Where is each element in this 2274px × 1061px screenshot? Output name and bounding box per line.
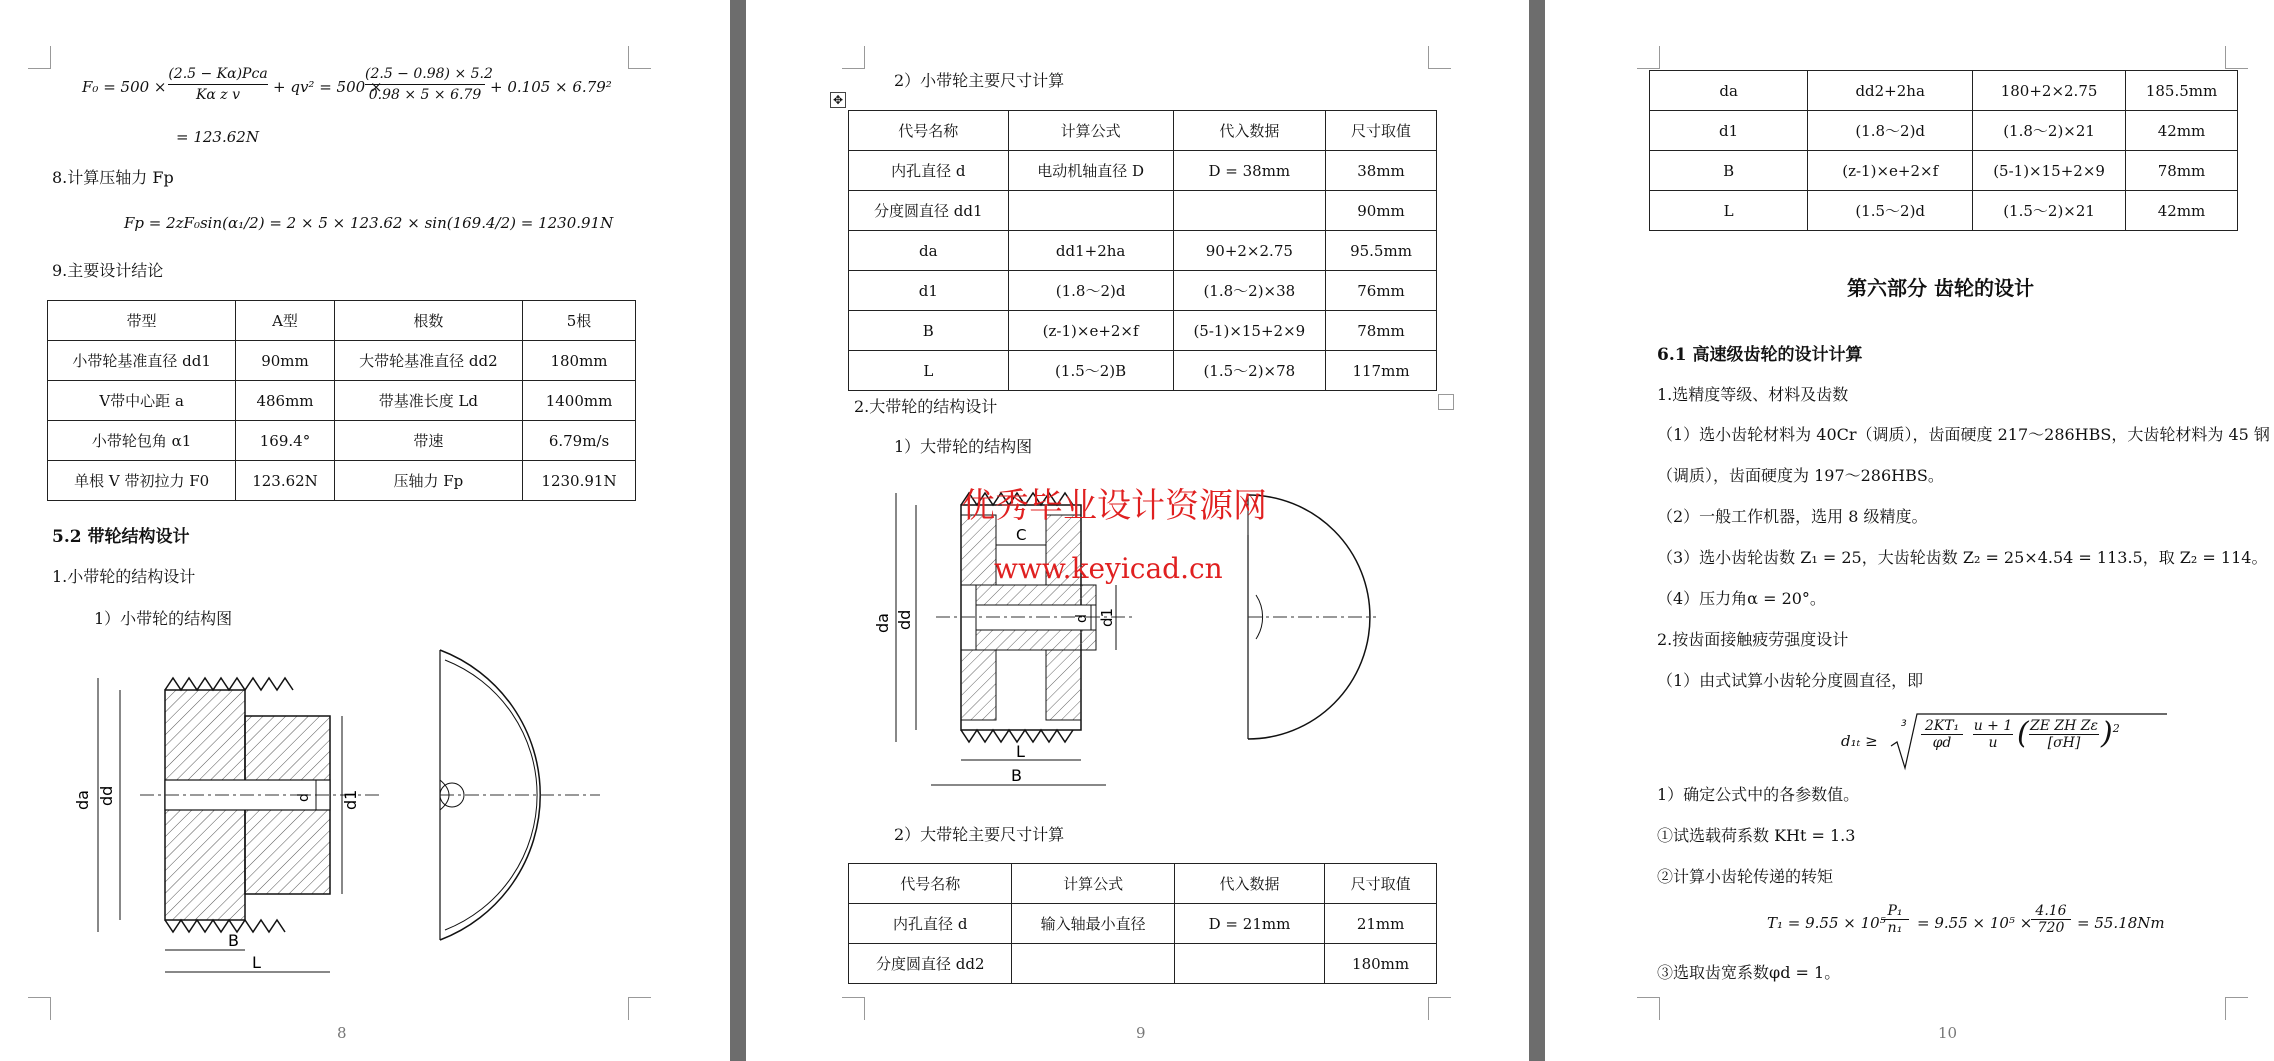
f0-fraction-2: (2.5 − 0.98) × 5.2 0.98 × 5 × 6.79 xyxy=(365,66,493,103)
table-cell: 185.5mm xyxy=(2126,71,2238,111)
small-pulley-drawing xyxy=(73,650,600,980)
table-row xyxy=(48,301,636,341)
table-row xyxy=(849,111,1437,151)
crop-mark xyxy=(28,46,51,69)
table-cell: 486mm xyxy=(236,381,335,421)
table-cell xyxy=(1008,191,1173,231)
table-cell: 内孔直径 d xyxy=(849,151,1009,191)
heading-9: 9.主要设计结论 xyxy=(52,261,164,280)
body-line: （1）选小齿轮材料为 40Cr（调质），齿面硬度 217～286HBS，大齿轮材料为 45 钢 xyxy=(1657,425,2270,444)
crop-mark xyxy=(2225,997,2248,1020)
table-cell: dd1+2ha xyxy=(1008,231,1173,271)
table-cell: 5根 xyxy=(523,301,636,341)
table-cell: 计算公式 xyxy=(1012,864,1174,904)
body-line: （2）一般工作机器，选用 8 级精度。 xyxy=(1657,507,1928,526)
table-cell: 21mm xyxy=(1325,904,1437,944)
table-cell: d1 xyxy=(849,271,1009,311)
table-cell: B xyxy=(849,311,1009,351)
body-line: ②计算小齿轮传递的转矩 xyxy=(1657,867,1834,886)
dim-l: L xyxy=(252,953,261,972)
table-row xyxy=(849,271,1437,311)
table-cell: 小带轮包角 α1 xyxy=(48,421,236,461)
crop-mark xyxy=(1428,46,1451,69)
table-row xyxy=(1650,191,2238,231)
table-cell: 输入轴最小直径 xyxy=(1012,904,1174,944)
d1t-formula-left: d₁ₜ ≥ xyxy=(1841,732,1878,750)
crop-mark xyxy=(1637,997,1660,1020)
f0-tail: + 0.105 × 6.79² xyxy=(490,78,612,96)
dim-da: da xyxy=(73,790,92,810)
body-line: 2.按齿面接触疲劳强度设计 xyxy=(1657,630,1849,649)
body-line: 1.选精度等级、材料及齿数 xyxy=(1657,385,1849,404)
table-cell: V带中心距 a xyxy=(48,381,236,421)
body-line: （调质），齿面硬度为 197～286HBS。 xyxy=(1657,466,1944,485)
table-cell: 代号名称 xyxy=(849,111,1009,151)
dim-b: B xyxy=(228,931,239,950)
table-row xyxy=(849,904,1437,944)
subheading: 1）大带轮的结构图 xyxy=(894,437,1033,456)
table-row xyxy=(849,311,1437,351)
subheading: 1.小带轮的结构设计 xyxy=(52,567,196,586)
d1t-fraction-1: 2KT₁ φd xyxy=(1921,718,1963,751)
dim-b: B xyxy=(1011,766,1022,785)
dim-c: C xyxy=(1016,526,1027,544)
table-cell: (5-1)×15+2×9 xyxy=(1973,151,2126,191)
table-cell: 计算公式 xyxy=(1008,111,1173,151)
dim-da: da xyxy=(873,613,892,633)
table-move-handle-icon[interactable]: ✥ xyxy=(830,92,846,108)
d1t-fraction-2: u + 1 u xyxy=(1973,718,2013,751)
table-cell: 分度圆直径 dd1 xyxy=(849,191,1009,231)
table-cell: 带基准长度 Ld xyxy=(334,381,522,421)
table-row xyxy=(1650,71,2238,111)
f0-middle: + qv² = 500 × xyxy=(273,78,383,96)
crop-mark xyxy=(1428,997,1451,1020)
table-cell: 180mm xyxy=(523,341,636,381)
table-cell: 90mm xyxy=(1326,191,1437,231)
large-pulley-dimension-table-continued xyxy=(1649,70,2238,231)
d1t-paren: )$^2$ xyxy=(2101,716,2120,751)
section-heading: 6.1 高速级齿轮的设计计算 xyxy=(1657,345,1863,365)
table-cell: (1.8～2)d xyxy=(1808,111,1973,151)
small-pulley-dimension-table xyxy=(848,110,1437,391)
table-cell: 90mm xyxy=(236,341,335,381)
body-line: （3）选小齿轮齿数 Z₁ = 25，大齿轮齿数 Z₂ = 25×4.54 = 113.5，取 Z₂ = 114。 xyxy=(1657,548,2268,567)
table-row xyxy=(1650,151,2238,191)
table-cell: (1.5～2)×21 xyxy=(1973,191,2126,231)
t1-formula-result: = 55.18Nm xyxy=(2077,914,2165,932)
table-cell: A型 xyxy=(236,301,335,341)
fp-formula: Fp = 2zF₀sin(α₁/2) = 2 × 5 × 123.62 × sin(169.4/2) = 1230.91N xyxy=(124,214,614,232)
table-row xyxy=(48,381,636,421)
part-title: 第六部分 齿轮的设计 xyxy=(1847,276,2034,300)
table-cell: 尺寸取值 xyxy=(1325,864,1437,904)
table-row xyxy=(48,421,636,461)
document-page-9 xyxy=(746,0,1529,1061)
document-page-8 xyxy=(0,0,730,1061)
table-row xyxy=(1650,111,2238,151)
table-cell: (1.5～2)d xyxy=(1808,191,1973,231)
table-cell: 1230.91N xyxy=(523,461,636,501)
table-cell: D = 21mm xyxy=(1174,904,1324,944)
page-number: 9 xyxy=(1136,1024,1146,1042)
dim-d: d xyxy=(1074,614,1090,623)
table-cell: B xyxy=(1650,151,1808,191)
svg-text:3: 3 xyxy=(1901,719,1907,729)
d1t-paren: ( xyxy=(2017,716,2029,751)
table-cell: 代入数据 xyxy=(1173,111,1325,151)
table-cell: 尺寸取值 xyxy=(1326,111,1437,151)
watermark-text: 优秀毕业设计资源网 xyxy=(961,486,1267,526)
f0-fraction-1: (2.5 − Kα)Pca Kα z v xyxy=(168,66,268,103)
table-row xyxy=(48,461,636,501)
table-cell: (1.5～2)B xyxy=(1008,351,1173,391)
large-pulley-dimension-table xyxy=(848,863,1437,984)
table-cell: 小带轮基准直径 dd1 xyxy=(48,341,236,381)
table-cell: (1.8～2)×21 xyxy=(1973,111,2126,151)
subheading: 1）小带轮的结构图 xyxy=(94,609,233,628)
table-cell: 123.62N xyxy=(236,461,335,501)
f0-result: = 123.62N xyxy=(176,128,259,146)
table-cell: 带型 xyxy=(48,301,236,341)
crop-mark xyxy=(1637,46,1660,69)
heading-8: 8.计算压轴力 Fp xyxy=(52,168,174,187)
table-cell: 电动机轴直径 D xyxy=(1008,151,1173,191)
dim-l: L xyxy=(1016,742,1025,761)
table-cell: 78mm xyxy=(1326,311,1437,351)
table-cell: 78mm xyxy=(2126,151,2238,191)
design-conclusion-table xyxy=(47,300,636,501)
page-number: 8 xyxy=(337,1024,347,1042)
body-line: ③选取齿宽系数φd = 1。 xyxy=(1657,963,1841,982)
subheading: 2.大带轮的结构设计 xyxy=(854,397,998,416)
table-cell xyxy=(1012,944,1174,984)
table-row xyxy=(849,944,1437,984)
table-cell: (1.8～2)×38 xyxy=(1173,271,1325,311)
table-cell: 42mm xyxy=(2126,111,2238,151)
table-cell: 169.4° xyxy=(236,421,335,461)
table-cell: da xyxy=(1650,71,1808,111)
dim-d1: d1 xyxy=(341,789,360,810)
table-cell: 6.79m/s xyxy=(523,421,636,461)
f0-formula: F₀ = 500 × xyxy=(82,78,167,96)
d1t-fraction-3: ZE ZH Zε [σH] xyxy=(2029,718,2099,751)
table-cell: L xyxy=(849,351,1009,391)
table-cell: 42mm xyxy=(2126,191,2238,231)
table-cell: (5-1)×15+2×9 xyxy=(1173,311,1325,351)
table-cell: L xyxy=(1650,191,1808,231)
table-cell: (z-1)×e+2×f xyxy=(1008,311,1173,351)
crop-mark xyxy=(28,997,51,1020)
table-cell: D = 38mm xyxy=(1173,151,1325,191)
table-cell: 代入数据 xyxy=(1174,864,1324,904)
watermark-url: www.keyicad.cn xyxy=(994,552,1223,585)
table-row xyxy=(849,231,1437,271)
table-resize-handle-icon[interactable] xyxy=(1438,394,1454,410)
crop-mark xyxy=(2225,46,2248,69)
document-page-10 xyxy=(1545,0,2274,1061)
table-cell: 根数 xyxy=(334,301,522,341)
t1-formula-mid: = 9.55 × 10⁵ × xyxy=(1917,914,2033,932)
body-line: （1）由式试算小齿轮分度圆直径，即 xyxy=(1657,671,1924,690)
table-cell: 76mm xyxy=(1326,271,1437,311)
table-cell: (z-1)×e+2×f xyxy=(1808,151,1973,191)
table-row xyxy=(48,341,636,381)
table-cell: (1.5～2)×78 xyxy=(1173,351,1325,391)
table-cell: 95.5mm xyxy=(1326,231,1437,271)
table-cell: da xyxy=(849,231,1009,271)
table-cell: (1.8～2)d xyxy=(1008,271,1173,311)
table-cell: 分度圆直径 dd2 xyxy=(849,944,1012,984)
crop-mark xyxy=(842,997,865,1020)
table-cell: 180+2×2.75 xyxy=(1973,71,2126,111)
table-cell: 内孔直径 d xyxy=(849,904,1012,944)
table-cell: 单根 V 带初拉力 F0 xyxy=(48,461,236,501)
table-cell: 117mm xyxy=(1326,351,1437,391)
dim-dd: dd xyxy=(895,609,914,630)
crop-mark xyxy=(628,997,651,1020)
dim-d1: d1 xyxy=(1098,607,1116,627)
table-row xyxy=(849,191,1437,231)
table-cell: 1400mm xyxy=(523,381,636,421)
t1-fraction-1: P₁ n₁ xyxy=(1881,903,1909,936)
section-heading: 5.2 带轮结构设计 xyxy=(52,527,190,547)
table-cell xyxy=(1174,944,1324,984)
dim-dd: dd xyxy=(97,785,116,806)
body-line: （4）压力角α = 20°。 xyxy=(1657,589,1826,608)
table-cell: 代号名称 xyxy=(849,864,1012,904)
table-row xyxy=(849,351,1437,391)
table-cell: 90+2×2.75 xyxy=(1173,231,1325,271)
dim-d: d xyxy=(296,793,312,802)
table-cell: d1 xyxy=(1650,111,1808,151)
table-cell: 180mm xyxy=(1325,944,1437,984)
table-cell: dd2+2ha xyxy=(1808,71,1973,111)
table-row xyxy=(849,151,1437,191)
table-cell: 带速 xyxy=(334,421,522,461)
table-cell xyxy=(1173,191,1325,231)
subheading: 2）大带轮主要尺寸计算 xyxy=(894,825,1065,844)
page-number: 10 xyxy=(1938,1024,1958,1042)
t1-formula-left: T₁ = 9.55 × 10⁵ xyxy=(1767,914,1886,932)
table-row xyxy=(849,864,1437,904)
subheading: 2）小带轮主要尺寸计算 xyxy=(894,71,1065,90)
table-cell: 大带轮基准直径 dd2 xyxy=(334,341,522,381)
table-cell: 压轴力 Fp xyxy=(334,461,522,501)
table-cell: 38mm xyxy=(1326,151,1437,191)
crop-mark xyxy=(842,46,865,69)
crop-mark xyxy=(628,46,651,69)
body-line: 1）确定公式中的各参数值。 xyxy=(1657,785,1860,804)
t1-fraction-2: 4.16 720 xyxy=(2031,903,2071,936)
body-line: ①试选载荷系数 KHt = 1.3 xyxy=(1657,826,1856,845)
